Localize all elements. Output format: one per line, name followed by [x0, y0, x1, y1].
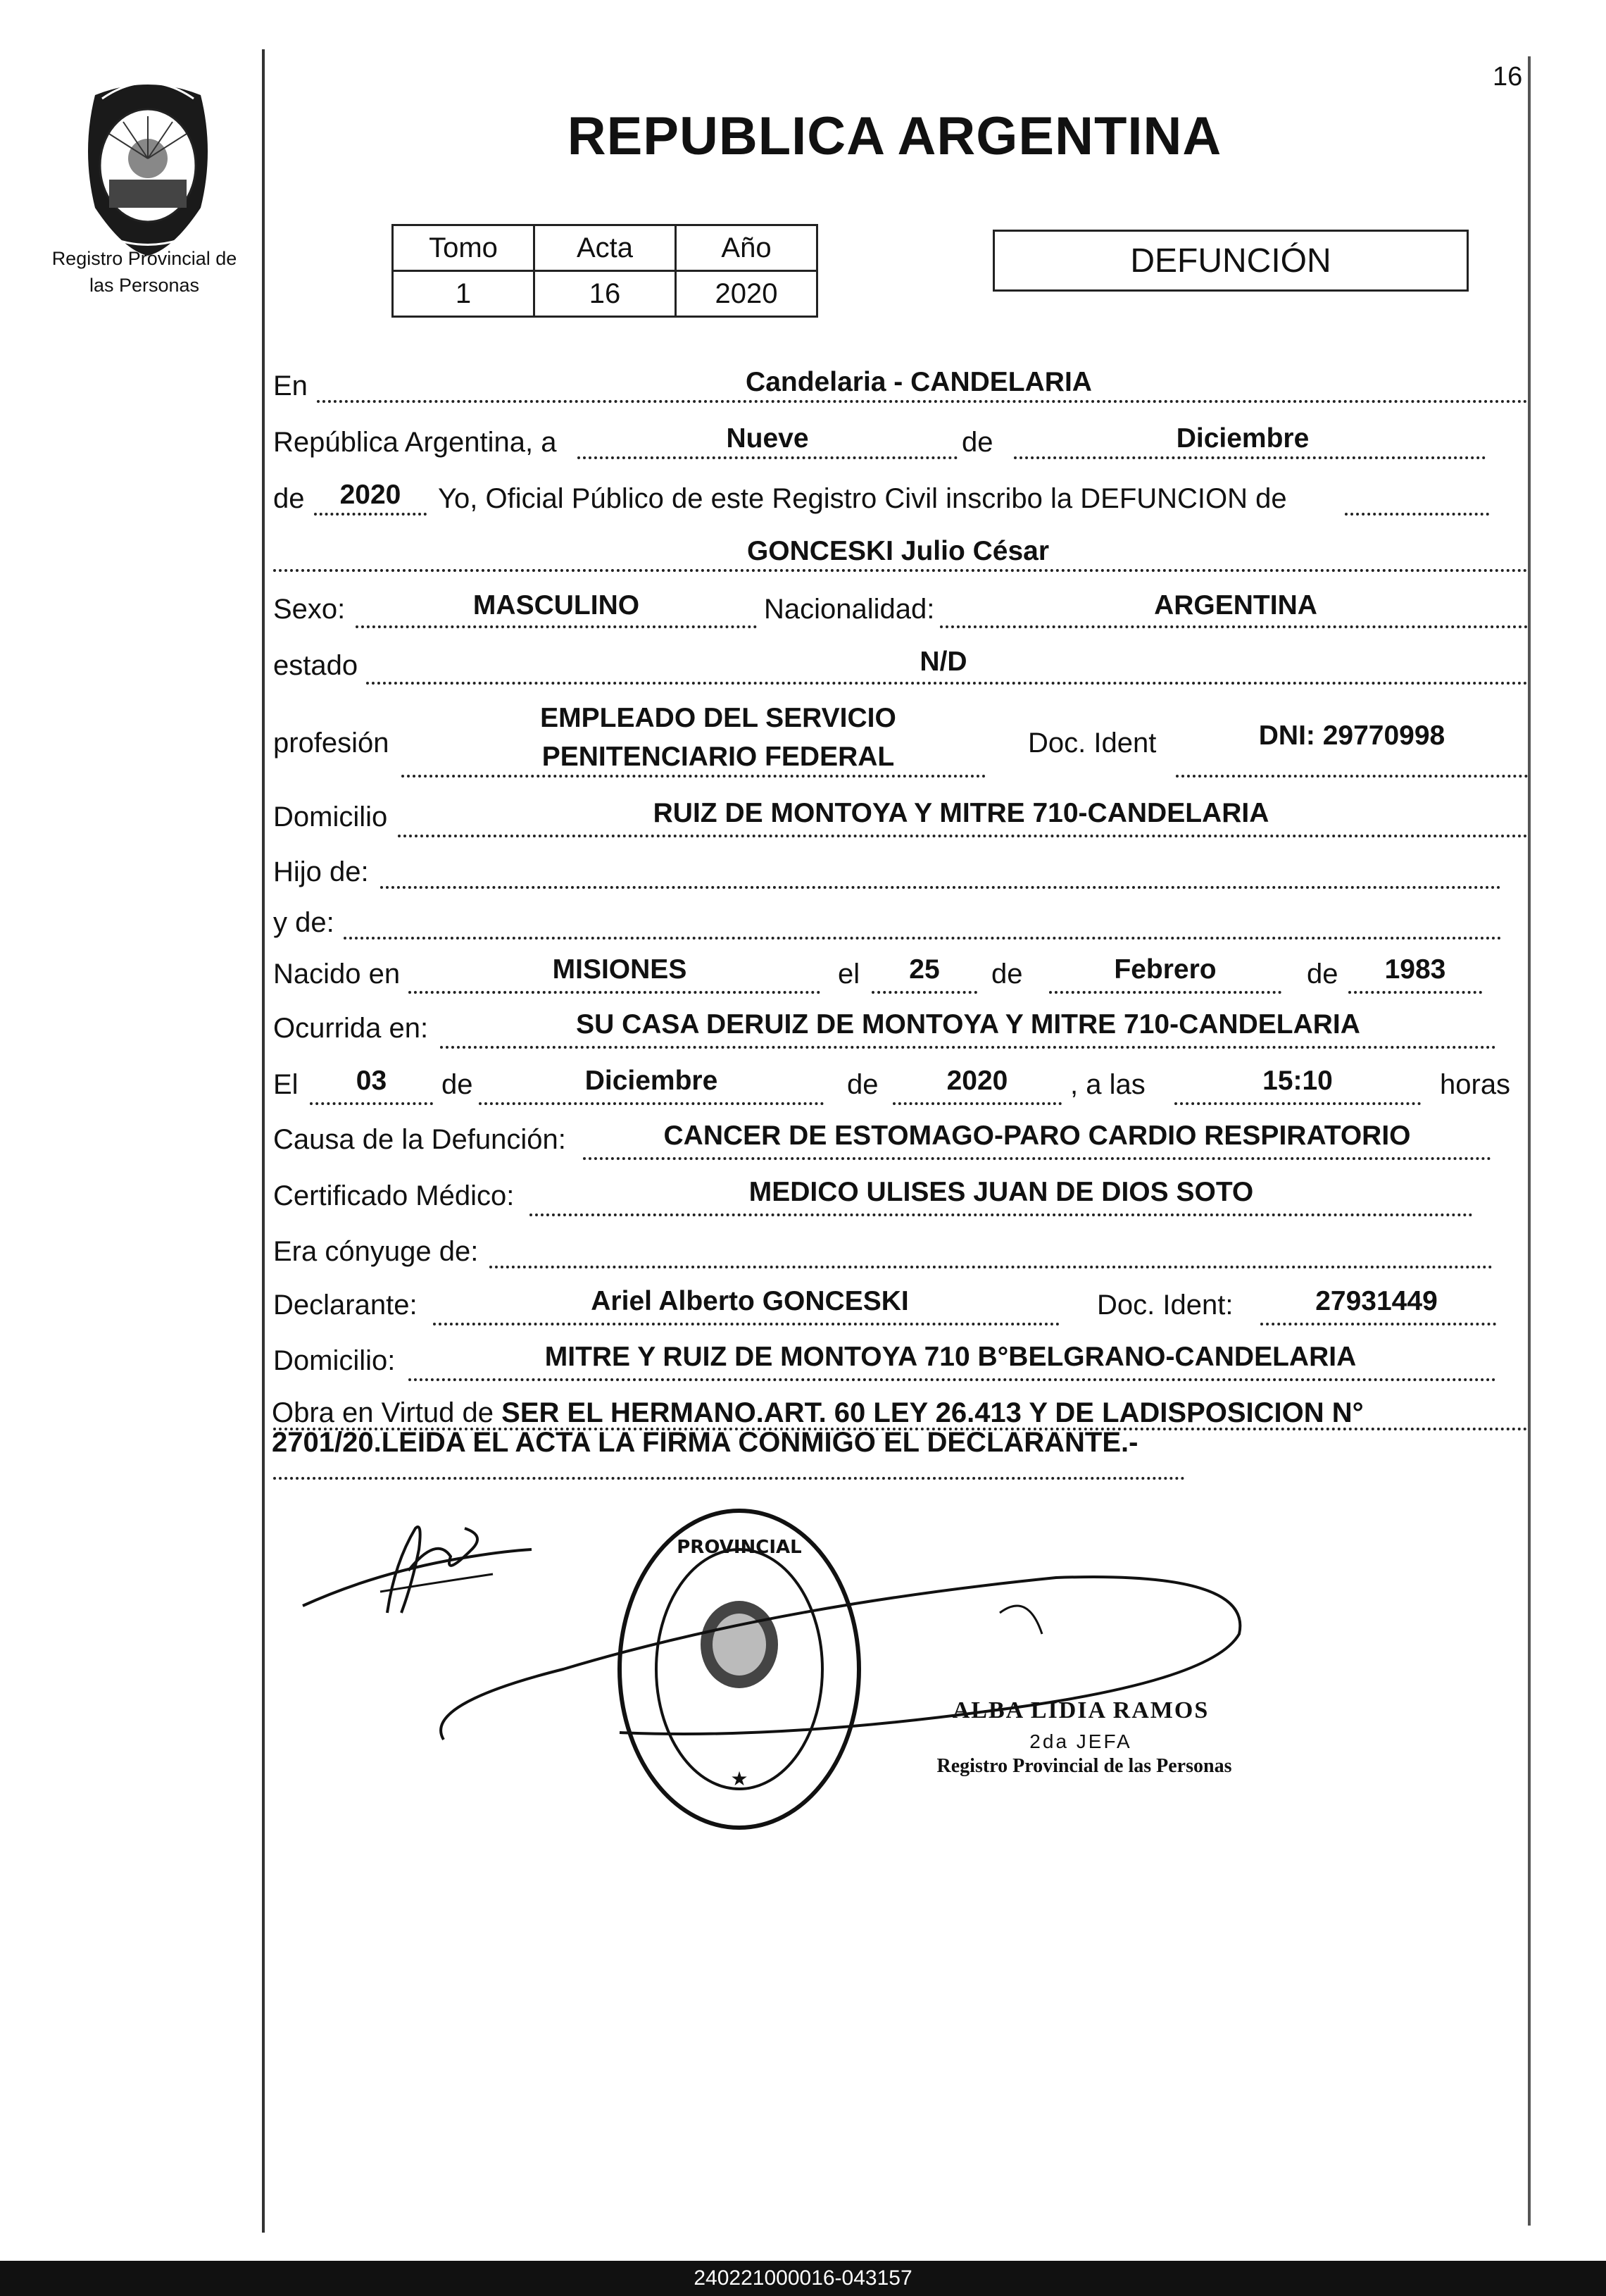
lugar-dotted-line: [317, 400, 1528, 403]
tomo-acta-table: [391, 224, 818, 318]
profesion-label: profesión: [273, 728, 389, 759]
registro-label: Registro Provincial de las Personas: [51, 248, 237, 296]
profesion-dotted-line: [401, 775, 986, 778]
horas-label: horas: [1440, 1069, 1511, 1100]
certificado-label: Certificado Médico:: [273, 1180, 515, 1211]
nacionalidad-dotted-line: [940, 625, 1528, 628]
signer-role: 2da JEFA: [1029, 1730, 1132, 1752]
doc-type-box: DEFUNCIÓN: [993, 230, 1469, 292]
dia-texto: Nueve: [726, 423, 809, 454]
causa-dotted-line: [583, 1157, 1491, 1160]
obra-dotted-line-2: [273, 1477, 1185, 1480]
estado-value: N/D: [920, 647, 967, 677]
estado-label: estado: [273, 650, 358, 681]
domicilio-label: Domicilio: [273, 801, 388, 832]
page-number: 16: [1493, 62, 1523, 92]
nacido-anio: 1983: [1384, 954, 1446, 985]
hijo-dotted-line: [380, 886, 1501, 889]
lugar-value: Candelaria - CANDELARIA: [746, 367, 1092, 397]
decl-doc-value: 27931449: [1315, 1286, 1438, 1316]
de-label-6: de: [847, 1069, 879, 1100]
left-margin-rule: [262, 49, 265, 2233]
nacionalidad-value: ARGENTINA: [1154, 590, 1317, 620]
nombre-dotted-line: [273, 569, 1528, 572]
table-value-acta: 16: [534, 271, 676, 317]
y-de-dotted-line: [344, 937, 1502, 940]
profesion-line1: EMPLEADO DEL SERVICIO: [540, 703, 896, 733]
right-margin-rule: [1528, 56, 1531, 2226]
obra-label: Obra en Virtud de: [272, 1397, 494, 1428]
decl-dom-dotted-line: [408, 1378, 1496, 1381]
fallec-mes: Diciembre: [584, 1066, 718, 1096]
domicilio-dotted-line: [398, 835, 1528, 837]
table-header-anio: Año: [676, 225, 817, 271]
nacido-dia: 25: [909, 954, 940, 985]
ocurrida-value: SU CASA DERUIZ DE MONTOYA Y MITRE 710-CANDELARIA: [576, 1009, 1360, 1040]
certificado-dotted-line: [529, 1213, 1473, 1216]
el-label-2: El: [273, 1069, 299, 1100]
ocurrida-label: Ocurrida en:: [273, 1013, 429, 1044]
sexo-value: MASCULINO: [472, 590, 640, 620]
doc-ident-label: Doc. Ident: [1028, 728, 1157, 759]
obra-value: SER EL HERMANO.ART. 60 LEY 26.413 Y DE LADISPOSICION N° 2701/20.LEIDA EL ACTA LA FIRMA CONMIGO EL DECLARANTE.-: [272, 1397, 1364, 1458]
sexo-label: Sexo:: [273, 594, 346, 625]
dia-dotted-line: [577, 456, 958, 459]
profesion-line2: PENITENCIARIO FEDERAL: [541, 742, 895, 772]
conyuge-dotted-line: [489, 1266, 1493, 1268]
de-label: de: [962, 427, 993, 458]
nacido-anio-dotted-line: [1348, 991, 1482, 994]
nacido-mes: Febrero: [1114, 954, 1217, 985]
conyuge-label: Era cónyuge de:: [273, 1236, 479, 1267]
obra-dotted-line-1: [273, 1428, 1528, 1430]
en-label: En: [273, 370, 308, 401]
nacido-lugar: MISIONES: [552, 954, 687, 985]
republica-label: República Argentina, a: [273, 427, 557, 458]
nacido-label: Nacido en: [273, 959, 401, 990]
mes-dotted-line: [1014, 456, 1486, 459]
estado-dotted-line: [366, 682, 1528, 685]
page-title: REPUBLICA ARGENTINA: [567, 106, 1222, 166]
causa-label: Causa de la Defunción:: [273, 1124, 566, 1155]
decl-dom-label: Domicilio:: [273, 1345, 396, 1376]
svg-text:★: ★: [730, 1767, 748, 1790]
table-value-tomo: 1: [393, 271, 534, 317]
de-label-5: de: [441, 1069, 473, 1100]
decl-dom-value: MITRE Y RUIZ DE MONTOYA 710 B°BELGRANO-CANDELARIA: [544, 1342, 1357, 1372]
el-label: el: [838, 959, 860, 990]
anio-dotted-line: [314, 513, 427, 516]
oficial-dotted-line: [1345, 513, 1489, 516]
sexo-dotted-line: [356, 625, 757, 628]
nacido-mes-dotted-line: [1049, 991, 1281, 994]
nombre-fallecido: GONCESKI Julio César: [746, 536, 1050, 566]
de-label-3: de: [991, 959, 1023, 990]
declarante-dotted-line: [433, 1323, 1060, 1325]
fallec-anio-dotted-line: [893, 1102, 1062, 1105]
table-header-acta: Acta: [534, 225, 676, 271]
y-de-label: y de:: [273, 907, 334, 938]
svg-text:PROVINCIAL: PROVINCIAL: [677, 1537, 802, 1558]
signer-name: ALBA LIDIA RAMOS: [952, 1697, 1210, 1723]
hijo-label: Hijo de:: [273, 856, 369, 887]
a-las-label: , a las: [1070, 1069, 1146, 1100]
doc-ident-dotted-line: [1176, 775, 1528, 778]
de-label-2: de: [273, 483, 305, 514]
fallec-dia: 03: [356, 1066, 387, 1096]
table-value-anio: 2020: [676, 271, 817, 317]
decl-doc-label: Doc. Ident:: [1097, 1290, 1234, 1321]
signer-org: Registro Provincial de las Personas: [936, 1755, 1232, 1777]
doc-ident-value: DNI: 29770998: [1258, 720, 1445, 751]
table-header-tomo: Tomo: [393, 225, 534, 271]
fallec-anio: 2020: [946, 1066, 1008, 1096]
causa-value: CANCER DE ESTOMAGO-PARO CARDIO RESPIRATORIO: [663, 1121, 1411, 1151]
oficial-text: Yo, Oficial Público de este Registro Civil inscribo la DEFUNCION de: [438, 483, 1287, 514]
nacionalidad-label: Nacionalidad:: [764, 594, 935, 625]
de-label-4: de: [1307, 959, 1338, 990]
declarante-label: Declarante:: [273, 1290, 418, 1321]
certificado-value: MEDICO ULISES JUAN DE DIOS SOTO: [748, 1177, 1254, 1207]
nacido-dia-dotted-line: [872, 991, 977, 994]
declarante-value: Ariel Alberto GONCESKI: [591, 1286, 909, 1316]
footer-barcode-id: 240221000016-043157: [0, 2261, 1606, 2296]
fallec-mes-dotted-line: [479, 1102, 824, 1105]
fallec-dia-dotted-line: [310, 1102, 433, 1105]
ocurrida-dotted-line: [440, 1046, 1496, 1049]
anio-texto: 2020: [339, 480, 401, 510]
domicilio-value: RUIZ DE MONTOYA Y MITRE 710-CANDELARIA: [653, 798, 1269, 828]
hora-value: 15:10: [1262, 1066, 1333, 1096]
decl-doc-dotted-line: [1260, 1323, 1496, 1325]
nacido-lugar-dotted-line: [408, 991, 820, 994]
hora-dotted-line: [1174, 1102, 1421, 1105]
mes-texto: Diciembre: [1176, 423, 1310, 454]
